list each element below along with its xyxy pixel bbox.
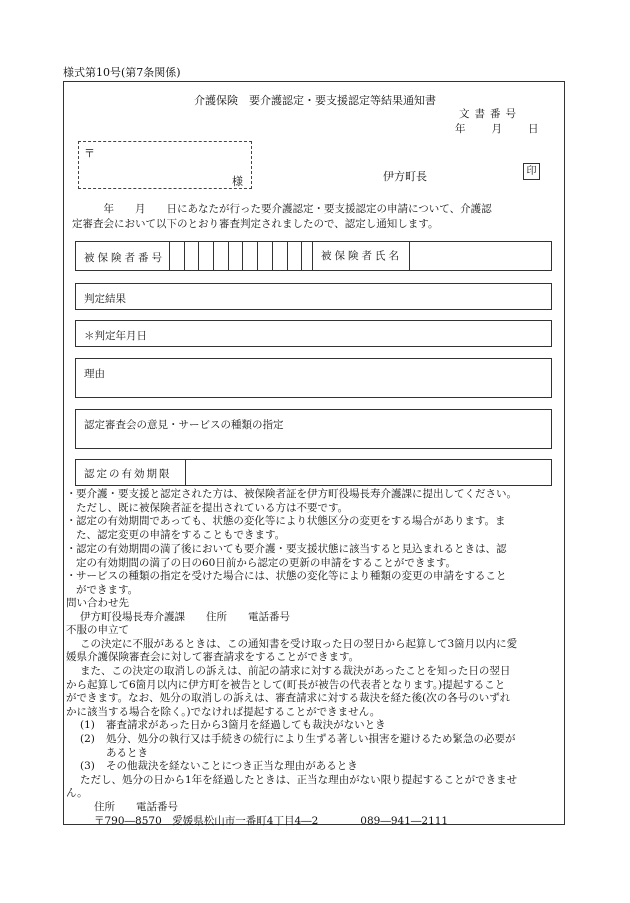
insured-number-label: 被保険者番号 [84, 252, 165, 264]
note-bullet: ・ [66, 570, 77, 583]
appeal-text: この決定に不服があるときは、この通知書を受け取った日の翌日から起算して3箇月以内に愛 [80, 637, 518, 650]
appeal-item [66, 733, 562, 747]
reason-label: 理由 [84, 368, 105, 380]
contact-heading: 問い合わせ先 [66, 597, 129, 609]
note-line: ただし、既に被保険者証を提出されている方は不要です。 [76, 501, 349, 514]
note-item [66, 543, 562, 570]
insured-row [75, 241, 552, 271]
item-text: 処分、処分の執行又は手続きの続行により生ずる著しい損害を避けるため緊急の必要が [106, 732, 516, 745]
item-number: (3) [80, 760, 95, 773]
note-line: ができます。 [76, 583, 139, 596]
reason-row [75, 358, 552, 398]
opinion-row [75, 409, 552, 449]
item-number: (1) [80, 719, 95, 732]
appeal-heading: 不服の申立て [66, 624, 129, 637]
appeal-text: ができます。なお、処分の取消しの訴えは、審査請求に対する裁決を経た後(次の各号のいずれ [66, 692, 511, 705]
appeal-text: ただし、処分の日から1年を経過したときは、正当な理由がない限り提起することができませ [80, 773, 518, 786]
insured-number-grid [169, 242, 316, 270]
opinion-label: 認定審査会の意見・サービスの種類の指定 [84, 419, 284, 431]
result-row [75, 283, 552, 310]
address-label: 住所 電話番号 [94, 800, 178, 813]
postal-mark: 〒 [84, 147, 95, 160]
appeal-text: また、この決定の取消しの訴えは、前記の請求に対する裁決があったことを知った日の翌日 [80, 664, 511, 677]
validity-row [75, 459, 552, 486]
intro-text [72, 202, 562, 232]
form-label: 様式第10号(第7条関係) [63, 66, 181, 79]
note-line: た、認定変更の申請をすることもできます。 [76, 529, 286, 542]
item-text: その他裁決を経ないことにつき正当な理由があるとき [106, 760, 358, 773]
intro-line: 年 月 日にあなたが行った要介護認定・要支援認定の申請について、介護認 [72, 203, 492, 215]
note-line: 要介護・要支援と認定された方は、被保険者証を伊方町役場長寿介護課に提出してください。 [76, 488, 517, 500]
note-item [66, 570, 562, 597]
address-box [78, 141, 252, 189]
note-line: 認定の有効期間であっても、状態の変化等により状態区分の変更をする場合があります。ま [76, 515, 506, 528]
contact-section [66, 597, 562, 828]
appeal-item [66, 719, 562, 733]
item-number: (2) [80, 732, 95, 745]
note-line: サービスの種類の指定を受けた場合には、状態の変化等により種類の変更の申請をすること [76, 570, 507, 583]
note-line: 認定の有効期間の満了後においても要介護・要支援状態に該当すると見込まれるときは、認 [76, 542, 507, 555]
date-year: 年 [455, 123, 466, 135]
validity-label: 認定の有効期限 [84, 468, 172, 480]
page-title: 介護保険 要介護認定・要支援認定等結果通知書 [194, 94, 436, 107]
insured-name-label: 被保険者氏名 [312, 242, 410, 270]
intro-line: 定審査会において以下のとおり審査判定されましたので、認定し通知します。 [72, 218, 439, 230]
note-bullet: ・ [66, 542, 77, 555]
seal-mark: 印 [523, 163, 540, 180]
note-item [66, 488, 562, 515]
issuer-name: 伊方町長 [383, 170, 427, 183]
date-month: 月 [491, 123, 502, 135]
document-date [455, 121, 539, 136]
appeal-text: 媛県介護保険審査会に対して審査請求をすることができます。 [66, 651, 360, 664]
validity-divider [185, 460, 186, 485]
result-label: 判定結果 [84, 293, 126, 305]
date-day: 日 [528, 123, 539, 135]
appeal-item [66, 760, 562, 774]
appeal-text: かに該当する場合を除く。)でなければ提起することができません。 [66, 705, 381, 718]
note-item [66, 515, 562, 542]
addressee-suffix: 様 [232, 175, 243, 188]
item-text: あるとき [106, 746, 148, 759]
note-line: 定の有効期間の満了の日の60日前から認定の更新の申請をすることができます。 [76, 556, 457, 569]
note-bullet: ・ [66, 515, 77, 528]
appeal-text: ん。 [66, 787, 88, 800]
appeal-text: から起算して6箇月以内に伊方町を被告として(町長が被告の代表者となります。)提起すること [66, 678, 506, 691]
note-bullet: ・ [66, 488, 77, 500]
notes-list [66, 488, 562, 598]
judgment-date-row [75, 320, 552, 347]
address-line: 〒790―8570 愛媛県松山市一番町4丁目4―2 089―941―2111 [94, 814, 449, 827]
document-number-label: 文書番号 [459, 108, 521, 120]
judgment-date-label: ＊判定年月日 [84, 330, 147, 342]
contact-line: 伊方町役場長寿介護課 住所 電話番号 [80, 610, 290, 623]
item-text: 審査請求があった日から3箇月を経過しても裁決がないとき [106, 719, 386, 732]
